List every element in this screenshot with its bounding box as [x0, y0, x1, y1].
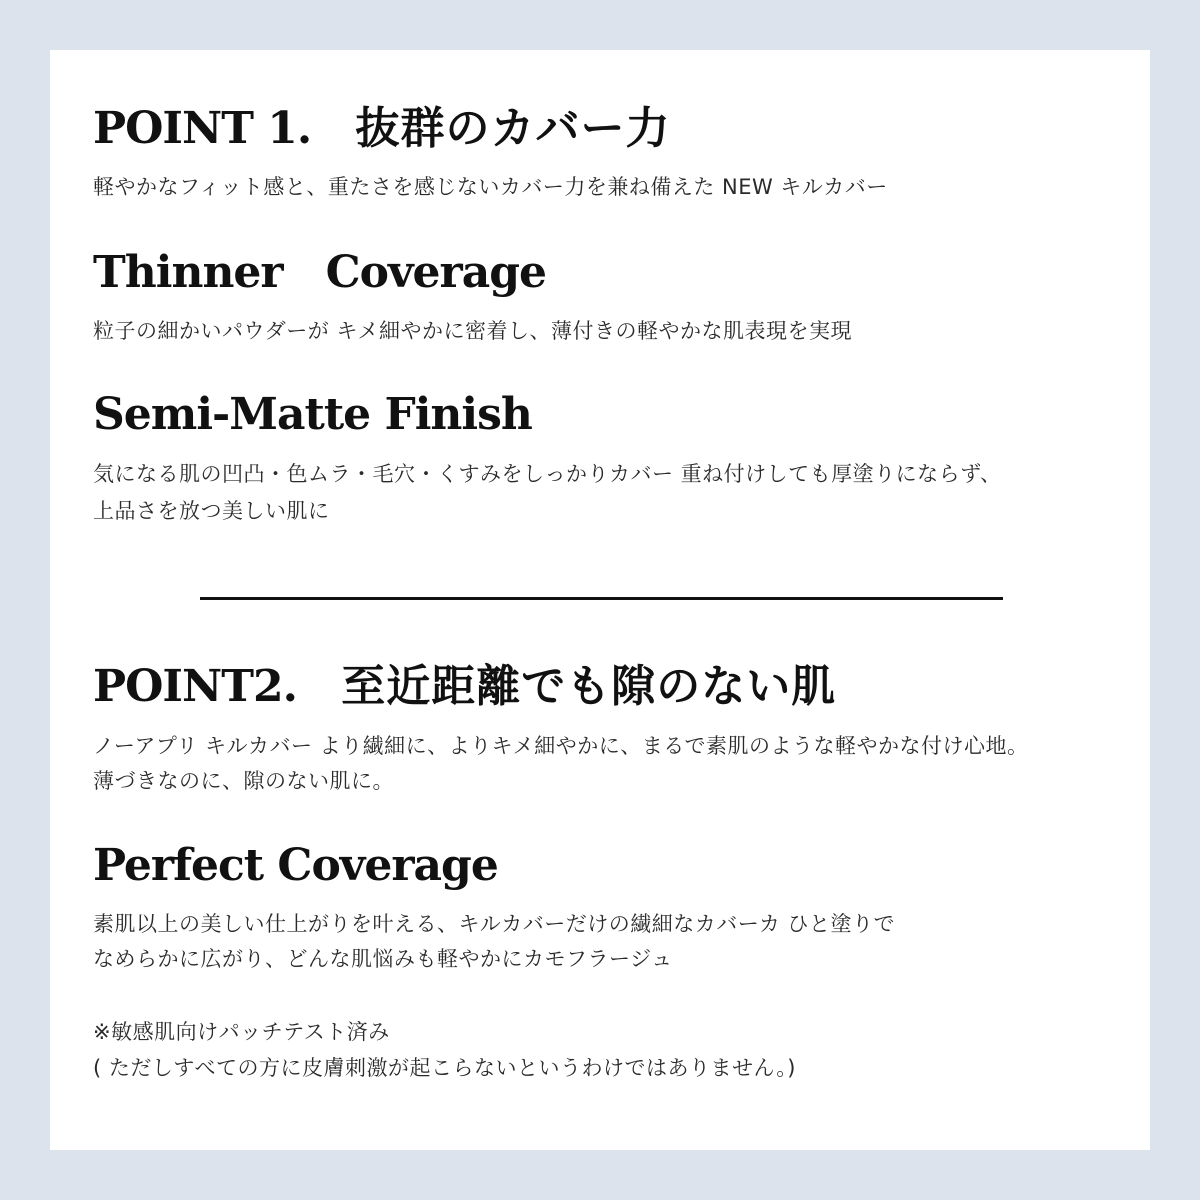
- disclaimer-note: ( ただしすべての方に皮膚刺激が起こらないというわけではありません。): [93, 1056, 796, 1080]
- semi-matte-description-line1: 気になる肌の凹凸・色ムラ・毛穴・くすみをしっかりカバー 重ね付けしても厚塗りにならず、: [93, 462, 1002, 486]
- content-card: [50, 50, 1150, 1150]
- semi-matte-heading: Semi-Matte Finish: [93, 389, 532, 440]
- point1-label: POINT 1.: [93, 103, 312, 154]
- point2-description-line1: ノーアプリ キルカバー より繊細に、よりキメ細やかに、まるで素肌のような軽やかな付け心地。: [93, 734, 1029, 758]
- perfect-coverage-description-line1: 素肌以上の美しい仕上がりを叶える、キルカバーだけの繊細なカバーカ ひと塗りで: [93, 912, 896, 936]
- point2-heading: [93, 661, 837, 712]
- point2-title: 至近距離でも隙のない肌: [341, 661, 837, 712]
- thinner-coverage-description: 粒子の細かいパウダーが キメ細やかに密着し、薄付きの軽やかな肌表現を実現: [93, 319, 853, 343]
- point1-description: 軽やかなフィット感と、重たさを感じないカバー力を兼ね備えた NEW キルカバー: [93, 175, 888, 199]
- point1-title: 抜群のカバー力: [355, 103, 671, 154]
- thinner-coverage-heading: Thinner Coverage: [93, 247, 546, 298]
- perfect-coverage-description-line2: なめらかに広がり、どんな肌悩みも軽やかにカモフラージュ: [93, 947, 673, 971]
- point2-description-line2: 薄づきなのに、隙のない肌に。: [93, 769, 394, 793]
- perfect-coverage-heading: Perfect Coverage: [93, 840, 498, 891]
- section-divider: [200, 597, 1003, 600]
- patch-test-note: ※敏感肌向けパッチテスト済み: [93, 1020, 390, 1044]
- point1-heading: [93, 103, 671, 154]
- semi-matte-description-line2: 上品さを放つ美しい肌に: [93, 499, 330, 523]
- point2-label: POINT2.: [93, 661, 297, 712]
